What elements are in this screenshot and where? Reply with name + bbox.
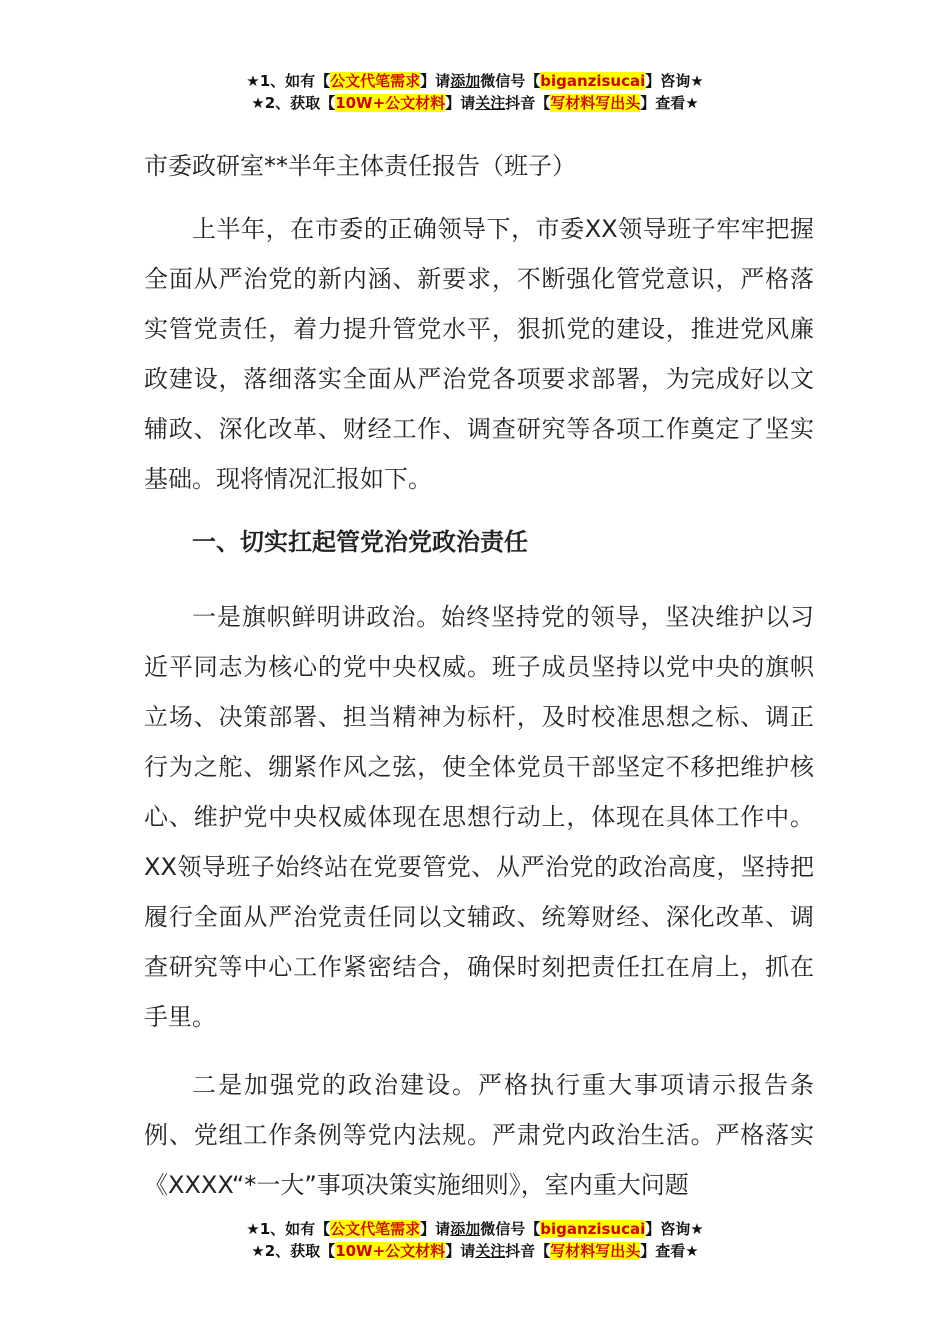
banner-line-2-prefix: ★2、获取【 — [251, 94, 336, 112]
footer-line-1-middle: 】请 — [420, 1220, 451, 1238]
header-ad-banner — [0, 70, 950, 114]
footer-line-1-middle-2: 微信号【 — [480, 1220, 541, 1238]
footer-highlight-materials: 10W+公文材料 — [335, 1242, 446, 1260]
footer-line-2-suffix: 】查看★ — [640, 1242, 699, 1260]
footer-line-1-prefix: ★1、如有【 — [246, 1220, 331, 1238]
footer-ad-banner — [0, 1218, 950, 1262]
paragraph-party-building: 二是加强党的政治建设。严格执行重大事项请示报告条例、党组工作条例等党内法规。严肃党内政治生活。严格落实《XXXX“*一大”事项决策实施细则》，室内重大问题 — [144, 1071, 814, 1199]
banner-line-2 — [0, 92, 950, 114]
footer-line-2-middle-2: 抖音【 — [505, 1242, 551, 1260]
footer-emphasis-add: 添加 — [450, 1220, 481, 1238]
footer-wechat-id: biganzisucai — [540, 1220, 646, 1238]
footer-banner-line-1 — [0, 1218, 950, 1240]
paragraph-politics: 一是旗帜鲜明讲政治。始终坚持党的领导，坚决维护以习近平同志为核心的党中央权威。班子成员坚持以党中央的旗帜立场、决策部署、担当精神为标杆，及时校准思想之标、调正行为之舵、绷紧作风之弦，使全体党员干部坚定不移把维护核心、维护党中央权威体现在思想行动上，体现在具体工作中。XX领导班子始终站在党要管党、从严治党的政治高度，坚持把履行全面从严治党责任同以文辅政、统筹财经、深化改革、调查研究等中心工作紧密结合，确保时刻把责任扛在肩上，抓在手里。 — [144, 603, 814, 1031]
banner-wechat-id: biganzisucai — [540, 72, 646, 90]
document-body — [144, 146, 814, 1228]
footer-banner-line-2 — [0, 1240, 950, 1262]
banner-line-1-middle: 】请 — [420, 72, 451, 90]
banner-emphasis-add: 添加 — [450, 72, 481, 90]
footer-line-2-middle: 】请 — [445, 1242, 476, 1260]
banner-emphasis-follow: 关注 — [475, 94, 506, 112]
banner-line-2-middle-2: 抖音【 — [505, 94, 551, 112]
banner-line-1 — [0, 70, 950, 92]
footer-emphasis-follow: 关注 — [475, 1242, 506, 1260]
document-title: 市委政研室**半年主体责任报告（班子） — [144, 152, 576, 180]
banner-line-2-middle: 】请 — [445, 94, 476, 112]
footer-highlight-ghostwriting: 公文代笔需求 — [330, 1220, 421, 1238]
footer-douyin-account: 写材料写出头 — [550, 1242, 641, 1260]
banner-line-1-middle-2: 微信号【 — [480, 72, 541, 90]
footer-line-1-suffix: 】咨询★ — [645, 1220, 704, 1238]
banner-line-1-suffix: 】咨询★ — [645, 72, 704, 90]
banner-line-2-suffix: 】查看★ — [640, 94, 699, 112]
banner-highlight-materials: 10W+公文材料 — [335, 94, 446, 112]
intro-paragraph: 上半年，在市委的正确领导下，市委XX领导班子牢牢把握全面从严治党的新内涵、新要求，不断强化管党意识，严格落实管党责任，着力提升管党水平，狠抓党的建设，推进党风廉政建设，落细落实全面从严治党各项要求部署，为完成好以文辅政、深化改革、财经工作、调查研究等各项工作奠定了坚实基础。现将情况汇报如下。 — [144, 215, 814, 493]
banner-line-1-prefix: ★1、如有【 — [246, 72, 331, 90]
footer-line-2-prefix: ★2、获取【 — [251, 1242, 336, 1260]
section-heading-1: 一、切实扛起管党治党政治责任 — [192, 528, 528, 556]
banner-highlight-ghostwriting: 公文代笔需求 — [330, 72, 421, 90]
banner-douyin-account: 写材料写出头 — [550, 94, 641, 112]
